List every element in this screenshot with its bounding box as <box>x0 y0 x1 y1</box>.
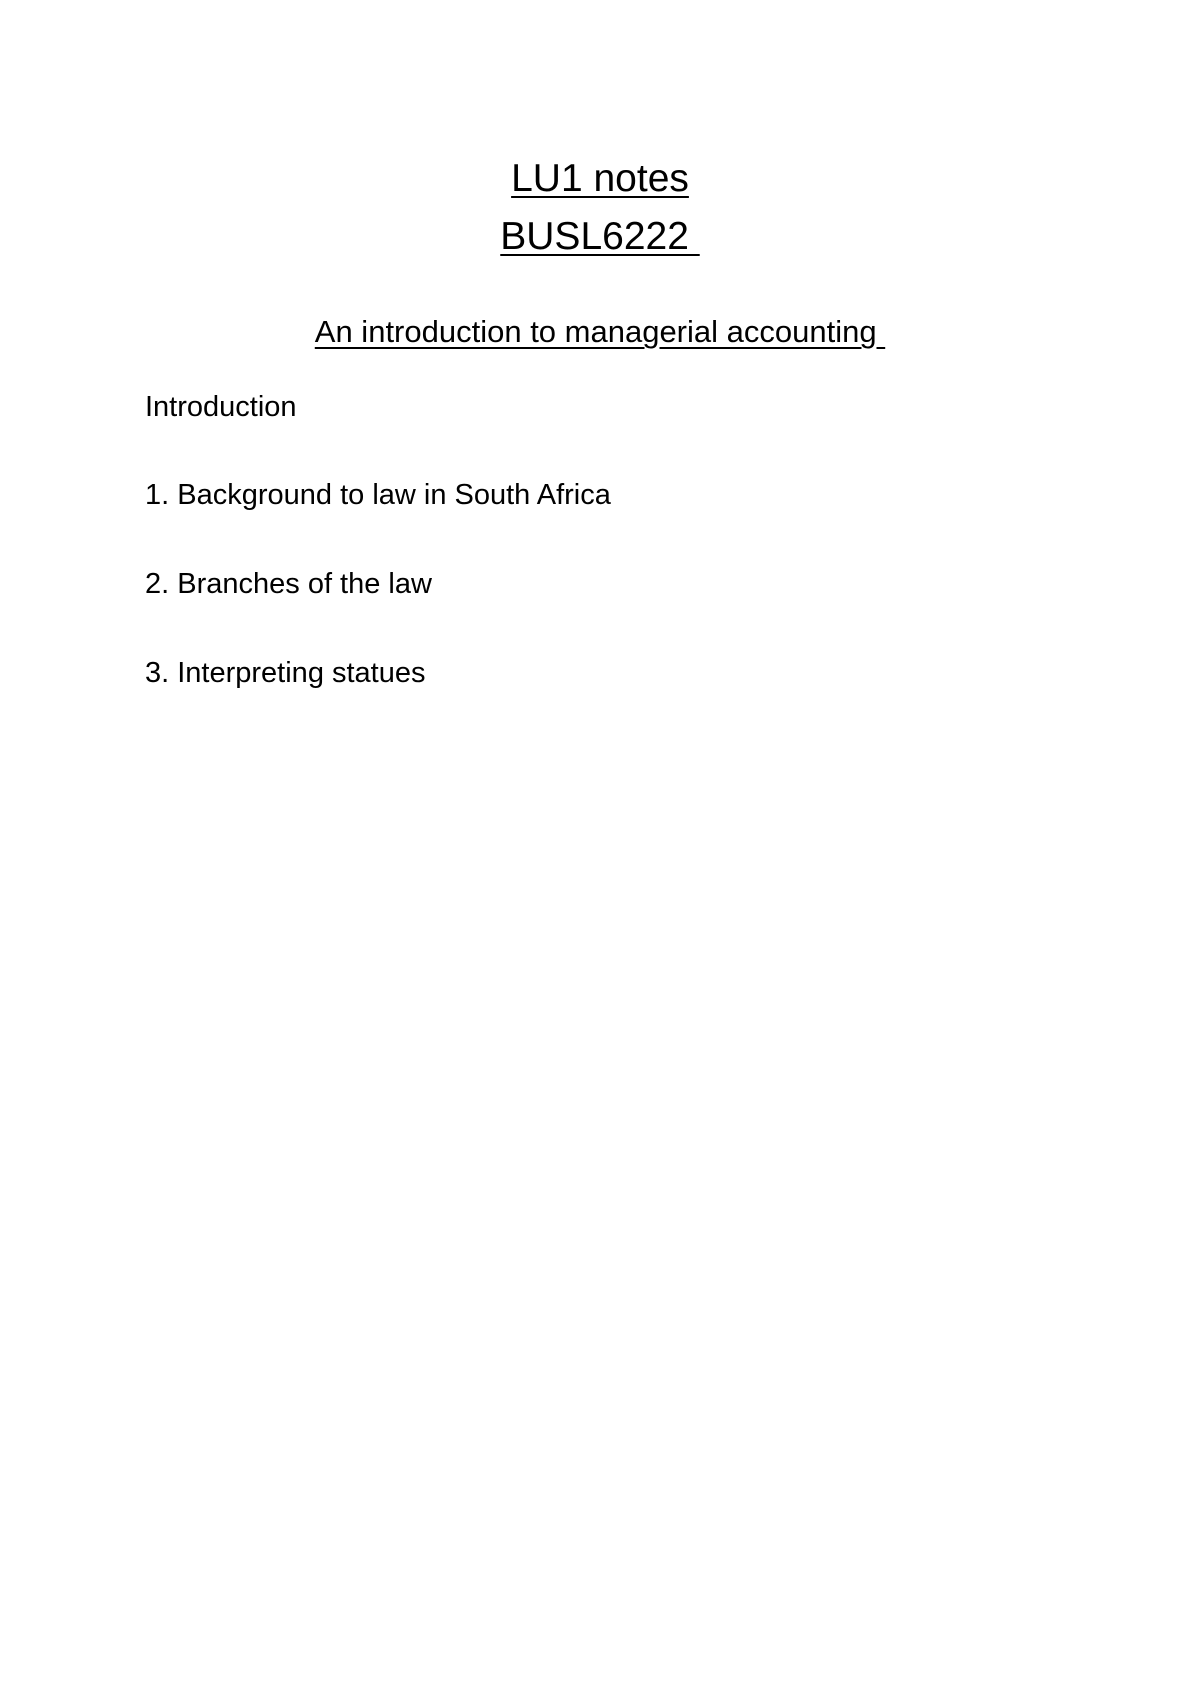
list-item-3: 3. Interpreting statues <box>145 657 426 689</box>
list-item-1: 1. Background to law in South Africa <box>145 479 611 511</box>
title-block <box>0 150 1200 266</box>
list-item-2: 2. Branches of the law <box>145 568 432 600</box>
document-subtitle: An introduction to managerial accounting <box>314 314 886 349</box>
course-code: BUSL6222 <box>500 215 700 258</box>
document-title: LU1 notes <box>511 157 689 200</box>
intro-heading: Introduction <box>145 391 297 423</box>
